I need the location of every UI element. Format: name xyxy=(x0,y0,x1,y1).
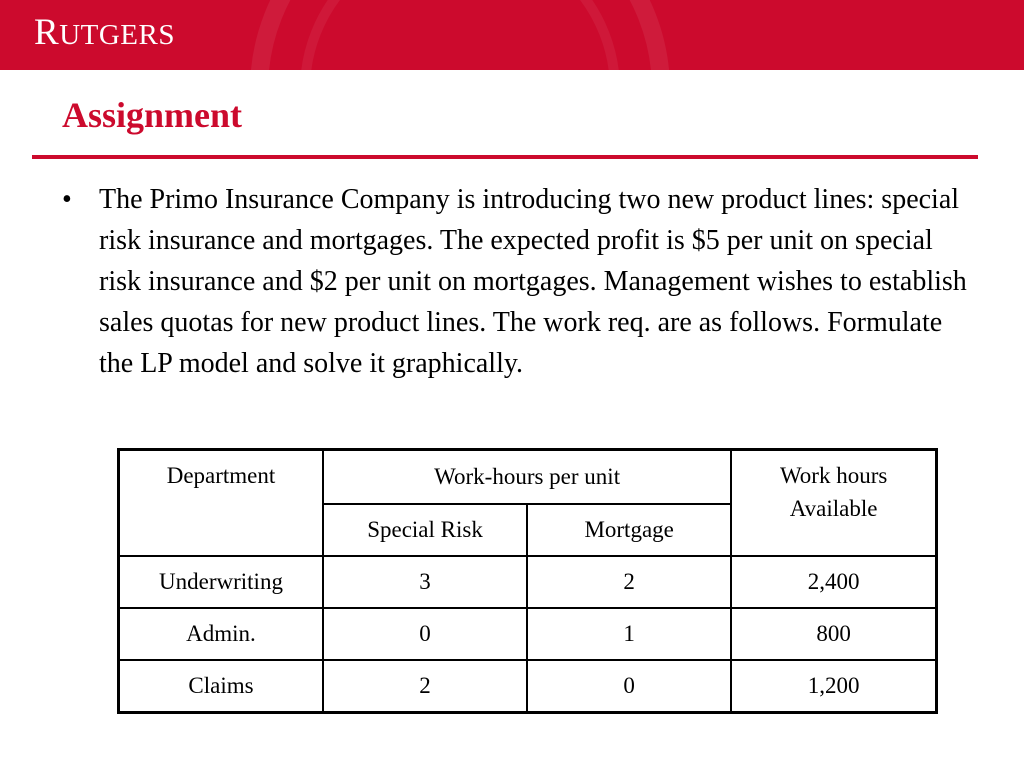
cell-available: 800 xyxy=(731,608,936,660)
cell-department: Admin. xyxy=(119,608,323,660)
title-divider xyxy=(32,155,978,159)
table-row xyxy=(119,556,937,608)
header-department: Department xyxy=(119,450,323,556)
cell-special-risk: 2 xyxy=(323,660,527,713)
cell-mortgage: 0 xyxy=(527,660,731,713)
header-mortgage: Mortgage xyxy=(527,504,731,556)
work-hours-table xyxy=(117,448,938,714)
header-bar xyxy=(0,0,1024,70)
bullet-item xyxy=(62,179,977,384)
cell-special-risk: 3 xyxy=(323,556,527,608)
cell-available: 2,400 xyxy=(731,556,936,608)
table-row xyxy=(119,608,937,660)
cell-mortgage: 1 xyxy=(527,608,731,660)
rutgers-logo: RUTGERS xyxy=(34,12,175,53)
cell-special-risk: 0 xyxy=(323,608,527,660)
table-row xyxy=(119,660,937,713)
slide-title: Assignment xyxy=(62,95,243,135)
header-special-risk: Special Risk xyxy=(323,504,527,556)
header-work-hours-per-unit: Work-hours per unit xyxy=(323,450,731,504)
bullet-text: The Primo Insurance Company is introducing two new product lines: special risk insurance and mortgages. The expected profit is $5 per unit on special risk insurance and $2 per unit on mortgages. Management wishes to establish sales quotas for new product lines. The work req. are as follows. Formulate the LP model and solve it graphically. xyxy=(99,184,967,379)
cell-department: Claims xyxy=(119,660,323,713)
seal-watermark-inner xyxy=(300,0,620,70)
cell-available: 1,200 xyxy=(731,660,936,713)
bullet-marker: • xyxy=(62,184,72,215)
cell-department: Underwriting xyxy=(119,556,323,608)
cell-mortgage: 2 xyxy=(527,556,731,608)
header-work-hours-available: Work hours Available xyxy=(731,450,936,556)
